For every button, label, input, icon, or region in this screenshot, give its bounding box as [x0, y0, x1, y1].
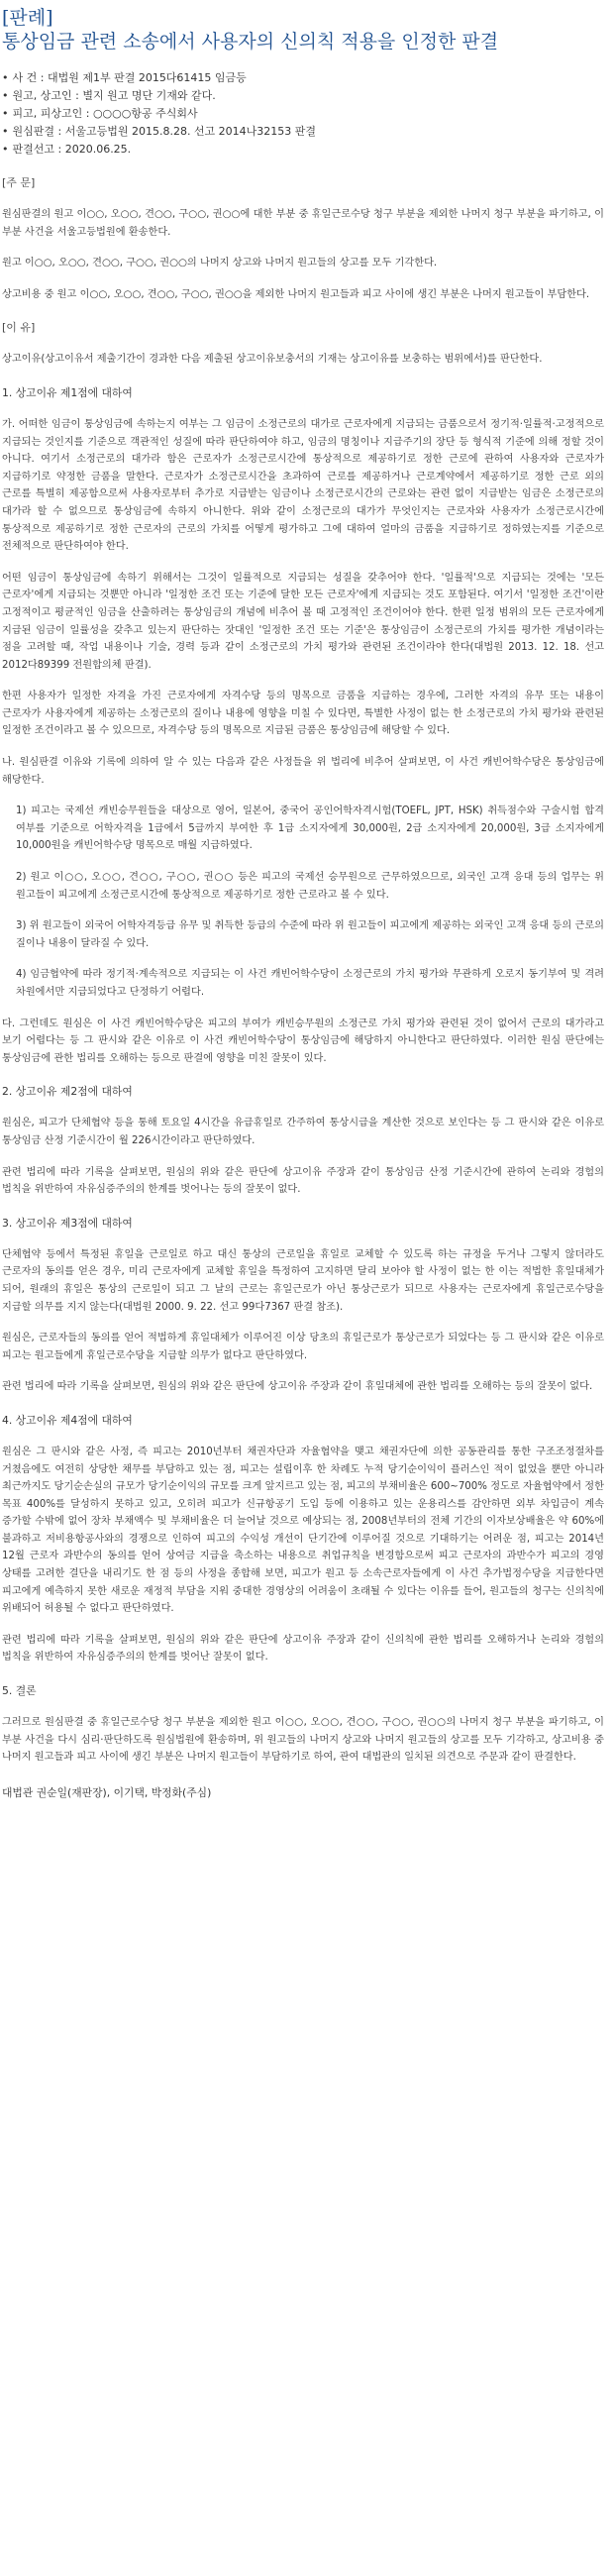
body-paragraph: 한편 사용자가 일정한 자격을 가진 근로자에게 자격수당 등의 명목으로 금품을 지급하는 경우에, 그러한 자격의 유무 또는 내용이 근로자가 사용자에게 제공하는 소정근로의 질이나 내용에 영향을 미칠 수 있다면, 특별한 사정이 없는 한 소정근로의 가치 평가와 관련된 일정한 조건이라고 볼 수 있으므로, 자격수당 등의 명목으로 지급된 금품은 통상임금에 해당할 수 있다.: [2, 691, 604, 737]
body-paragraph: 관련 법리에 따라 기록을 살펴보면, 원심의 위와 같은 판단에 상고이유 주장과 같이 신의칙에 관한 법리를 오해하거나 논리와 경험의 법칙을 위반하여 자유심증주의의 한계를 벗어난 잘못이 없다.: [2, 1634, 604, 1664]
document-category: [판례]: [2, 7, 53, 29]
section-heading-4: 4. 상고이유 제4점에 대하여: [2, 1413, 133, 1427]
case-info-item: • 판결선고 : 2020.06.25.: [2, 143, 132, 156]
bullet-icon: •: [2, 89, 9, 102]
bullet-icon: •: [2, 71, 9, 84]
document-title: [2, 6, 604, 54]
case-info-item: • 원심판결 : 서울고등법원 2015.8.28. 선고 2014나32153 판결: [2, 125, 317, 138]
bullet-icon: •: [2, 107, 9, 120]
body-paragraph: 단체협약 등에서 특정된 휴일을 근로일로 하고 대신 통상의 근로일을 휴일로 교체할 수 있도록 하는 규정을 두거나 그렇지 않더라도 근로자의 동의를 얻은 경우, 미리 근로자에게 교체할 휴일을 특정하여 고지하면 달리 보아야 할 사정이 없는 한 이는 적법한 휴일대체가 되어, 원래의 휴일은 통상의 근로일이 되고 그 날의 근로는 휴일근로가 아닌 통상근로가 되므로 사용자는 근로자에게 휴일근로수당을 지급할 의무를 지지 않는다(대법원 2000. 9. 22. 선고 99다7367 판결 참조).: [2, 1248, 604, 1313]
body-paragraph: 원심은, 피고가 단체협약 등을 통해 토요일 4시간을 유급휴일로 간주하여 통상시급을 계산한 것으로 보인다는 등 그 판시와 같은 이유로 통상임금 산정 기준시간이 월 226시간이라고 판단하였다.: [2, 1118, 604, 1146]
order-paragraph: 상고비용 중 원고 이○○, 오○○, 견○○, 구○○, 권○○을 제외한 나머지 원고들과 피고 사이에 생긴 부분은 나머지 원고들이 부담한다.: [2, 288, 590, 300]
document-heading: 통상임금 관련 소송에서 사용자의 신의칙 적용을 인정한 판결: [2, 31, 499, 53]
numbered-item: 3) 위 원고들이 외국어 어학자격등급 유무 및 취득한 등급의 수준에 따라 위 원고들이 피고에게 제공하는 외국인 고객 응대 등의 근로의 질이나 내용이 달라질 수 있다.: [16, 920, 604, 949]
conclusion-paragraph: 그러므로 원심판결 중 휴일근로수당 청구 부분을 제외한 원고 이○○, 오○○, 견○○, 구○○, 권○○의 나머지 청구 부분을 파기하고, 이 부분 사건을 다시 심리·판단하도록 원심법원에 환송하며, 위 원고들의 나머지 상고와 나머지 원고들의 상고를 모두 기각하고, 상고비용 중 나머지 원고들과 피고 사이에 생긴 부분은 나머지 원고들이 부담하기로 하여, 관여 대법관의 일치된 의견으로 주문과 같이 판결한다.: [2, 1717, 604, 1764]
intro-paragraph: 상고이유(상고이유서 제출기간이 경과한 다음 제출된 상고이유보충서의 기재는 상고이유를 보충하는 범위에서)를 판단한다.: [2, 354, 543, 366]
body-paragraph: 다. 그런데도 원심은 이 사건 캐빈어학수당은 피고의 부여가 캐빈승무원의 소정근로 가치 평가와 관련된 것이 없어서 근로의 대가라고 보기 어렵다는 등 그 판시와 같은 이유로 이 사건 캐빈어학수당이 통상임금에 해당하지 아니한다고 판단하였다. 이러한 원심 판단에는 통상임금에 관한 법리를 오해하는 등으로 판결에 영향을 미친 잘못이 있다.: [2, 1018, 604, 1064]
section-heading-3: 3. 상고이유 제3점에 대하여: [2, 1216, 133, 1230]
numbered-item: 2) 원고 이○○, 오○○, 견○○, 구○○, 권○○ 등은 피고의 국제선 승무원으로 근무하였으므로, 외국인 고객 응대 등의 업무는 위 원고들이 피고에게 소정근로시간에 통상적으로 제공하기로 정한 근로라고 볼 수 있다.: [16, 872, 604, 901]
body-paragraph: 나. 원심판결 이유와 기록에 의하여 알 수 있는 다음과 같은 사정들을 위 법리에 비추어 살펴보면, 이 사건 캐빈어학수당은 통상임금에 해당한다.: [2, 757, 604, 786]
body-paragraph: 원심은, 근로자들의 동의를 얻어 적법하게 휴일대체가 이루어진 이상 당초의 휴일근로가 통상근로가 되었다는 등 그 판시와 같은 이유로 피고는 원고들에게 휴일근로수당을 지급할 의무가 없다고 판단하였다.: [2, 1333, 604, 1361]
reason-label: [이 유]: [2, 321, 36, 335]
body-paragraph: 관련 법리에 따라 기록을 살펴보면, 원심의 위와 같은 판단에 상고이유 주장과 같이 휴일대체에 관한 법리를 오해하는 등의 잘못이 없다.: [2, 1381, 593, 1393]
numbered-item: 1) 피고는 국제선 캐빈승무원들을 대상으로 영어, 일본어, 중국어 공인어학자격시험(TOEFL, JPT, HSK) 취득점수와 구술시험 합격 여부를 기준으로 어학자격을 1급에서 5급까지 부여한 후 1급 소지자에게 30,000원, 2급 소지자에게 20,000원, 3급 소지자에게 10,000원을 캐빈어학수당 명목으로 매월 지급하였다.: [16, 805, 604, 852]
section-heading-1: 1. 상고이유 제1점에 대하여: [2, 385, 133, 399]
case-info-item: • 원고, 상고인 : 별지 원고 명단 기재와 같다.: [2, 89, 216, 102]
numbered-item: 4) 임금협약에 따라 정기적·계속적으로 지급되는 이 사건 캐빈어학수당이 소정근로의 가치 평가와 무관하게 오로지 동기부여 및 격려 차원에서만 지급되었다고 단정하기 어렵다.: [16, 969, 604, 998]
section-heading-5: 5. 결론: [2, 1684, 37, 1698]
body-paragraph: 원심은 그 판시와 같은 사정, 즉 피고는 2010년부터 채권자단과 자율협약을 맺고 채권자단에 의한 공동관리를 통한 구조조정절차를 거쳤음에도 여전히 상당한 채무를 부담하고 있는 점, 피고는 설립이후 한 차례도 누적 당기순이익이 플러스인 적이 없었을 뿐만 아니라 최근까지도 당기순손실의 규모가 당기순이익의 규모를 크게 앞지르고 있는 점, 피고의 부채비율은 600~700% 정도로 자율협약에서 정한 목표 400%를 달성하지 못하고 있고, 오히려 피고가 신규항공기 도입 등에 이용하고 있는 운용리스를 감안하면 외부 차입금이 계속 증가할 수밖에 없어 장차 부채액수 및 부채비율은 더 늘어날 것으로 예상되는 점, 2008년부터의 전체 기간의 이자보상배율은 약 60%에 불과하고 저비용항공사와의 경쟁으로 인하여 피고의 수익성 개선이 단기간에 이루어질 것으로 기대하기는 어려운 점, 피고는 2014년 12월 근로자 과반수의 동의를 얻어 상여금 지급을 축소하는 내용으로 취업규칙을 변경함으로써 피고 근로자의 과반수가 피고의 경영 상태를 고려한 결단을 내리기도 한 점 등의 사정을 종합해 보면, 피고가 원고 등 소속근로자들에게 이 사건 추가법정수당을 지급한다면 피고에게 예측하지 못한 새로운 재정적 부담을 지워 중대한 경영상의 어려움이 초래될 수 있다는 이유를 들어, 원고들의 청구는 신의칙에 위배되어 허용될 수 없다고 판단하였다.: [2, 1446, 604, 1615]
bullet-icon: •: [2, 143, 9, 156]
body-paragraph: 가. 어떠한 임금이 통상임금에 속하는지 여부는 그 임금이 소정근로의 대가로 근로자에게 지급되는 금품으로서 정기적·일률적·고정적으로 지급되는 것인지를 기준으로 객관적인 성질에 따라 판단하여야 하고, 임금의 명칭이나 지급주기의 장단 등 형식적 기준에 의해 정할 것이 아니다. 여기서 소정근로의 대가라 함은 근로자가 소정근로시간에 통상적으로 제공하기로 정한 근로에 관하여 사용자와 근로자가 지급하기로 약정한 금품을 말한다. 근로자가 소정근로시간을 초과하여 근로를 제공하거나 근로계약에서 제공하기로 정한 근로 외의 근로를 특별히 제공함으로써 사용자로부터 추가로 지급받는 임금이나 소정근로시간의 근로와는 관련 없이 지급받는 임금은 소정근로의 대가라 할 수 없으므로 통상임금에 속하지 아니한다. 위와 같이 소정근로의 대가가 무엇인지는 근로자와 사용자가 소정근로시간에 통상적으로 제공하기로 정한 근로자의 근로의 가치를 어떻게 평가하고 그에 대하여 얼마의 금품을 지급하기로 정하였는지를 기준으로 전체적으로 판단하여야 한다.: [2, 418, 604, 553]
body-paragraph: 관련 법리에 따라 기록을 살펴보면, 원심의 위와 같은 판단에 상고이유 주장과 같이 통상임금 산정 기준시간에 관하여 논리와 경험의 법칙을 위반하여 자유심증주의의 한계를 벗어나는 등의 잘못이 없다.: [2, 1166, 604, 1196]
bullet-icon: •: [2, 125, 9, 138]
order-paragraph: 원고 이○○, 오○○, 견○○, 구○○, 권○○의 나머지 상고와 나머지 원고들의 상고를 모두 기각한다.: [2, 258, 438, 269]
order-paragraph: 원심판결의 원고 이○○, 오○○, 견○○, 구○○, 권○○에 대한 부분 중 휴일근로수당 청구 부분을 제외한 나머지 청구 부분을 파기하고, 이 부분 사건을 서울고등법원에 환송한다.: [2, 209, 604, 238]
judges-line: 대법관 권순일(재판장), 이기택, 박정화(주심): [2, 1785, 212, 1799]
order-label: [주 문]: [2, 176, 36, 189]
section-heading-2: 2. 상고이유 제2점에 대하여: [2, 1085, 133, 1099]
case-info-list: [2, 69, 604, 159]
case-info-item: • 피고, 피상고인 : ○○○○항공 주식회사: [2, 107, 198, 120]
case-info-item: • 사 건 : 대법원 제1부 판결 2015다61415 임금등: [2, 71, 247, 84]
body-paragraph: 어떤 임금이 통상임금에 속하기 위해서는 그것이 일률적으로 지급되는 성질을 갖추어야 한다. '일률적'으로 지급되는 것에는 '모든 근로자'에게 지급되는 것뿐만 아니라 '일정한 조건 또는 기준에 달한 모든 근로자'에게 지급되는 것도 포함된다. 여기서 '일정한 조건'이란 고정적이고 평균적인 임금을 산출하려는 통상임금의 개념에 비추어 볼 때 고정적인 조건이어야 한다. 한편 일정 범위의 모든 근로자에게 지급된 임금이 일률성을 갖추고 있는지 판단하는 잣대인 '일정한 조건 또는 기준'은 통상임금이 소정근로의 가치를 평가한 개념이라는 점을 고려할 때, 작업 내용이나 기술, 경력 등과 같이 소정근로의 가치 평가와 관련된 조건이라야 한다(대법원 2013. 12. 18. 선고 2012다89399 전원합의체 판결).: [2, 572, 604, 671]
